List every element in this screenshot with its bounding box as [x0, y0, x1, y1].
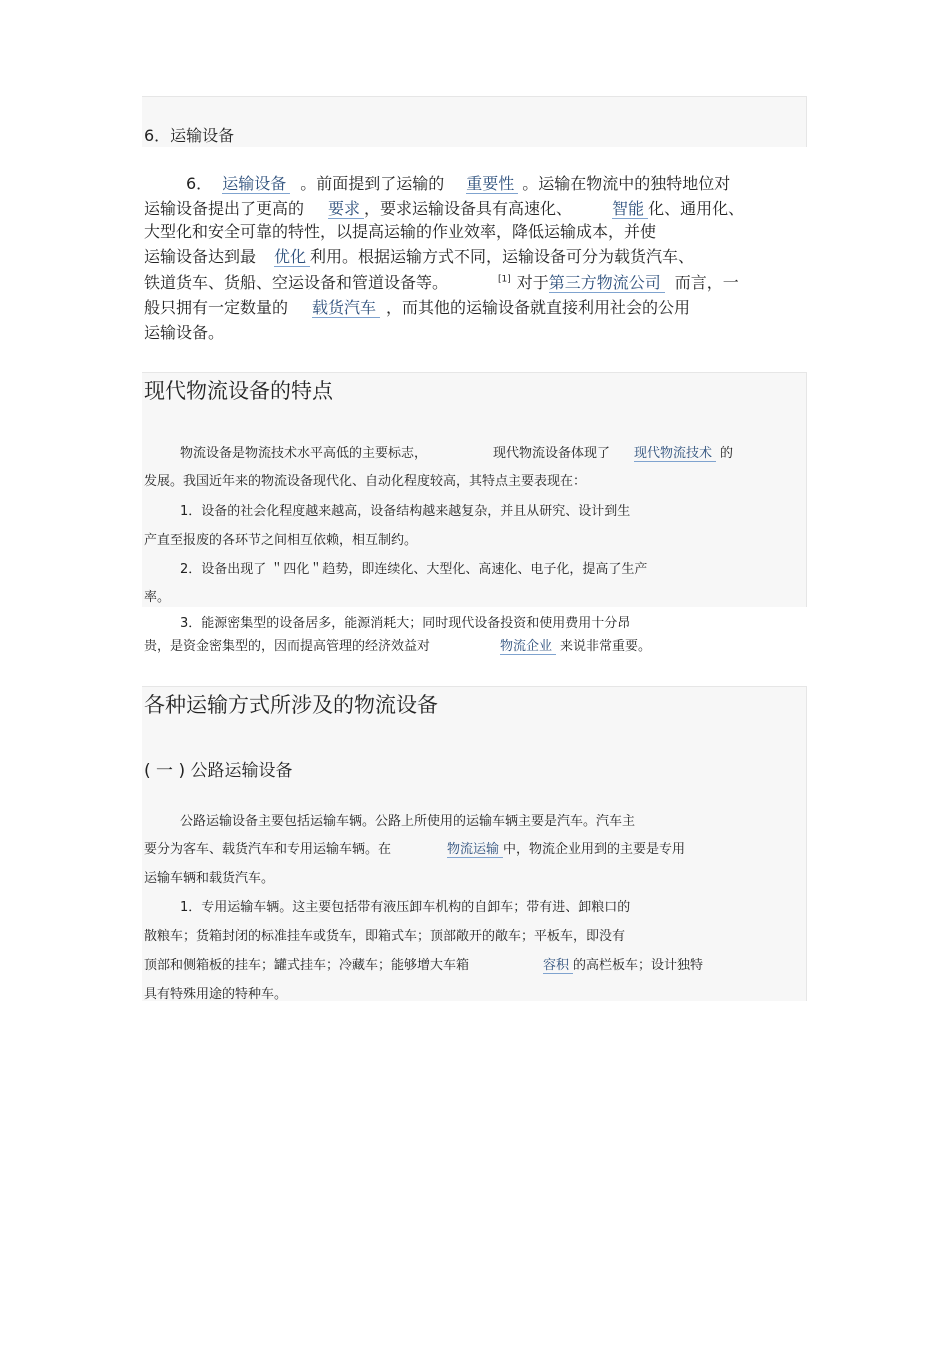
subsection-heading: ( 一 ) 公路运输设备	[144, 761, 293, 781]
text: 顶部和侧箱板的挂车；罐式挂车；冷藏车；能够增大车箱	[144, 958, 470, 973]
text: 。运输在物流中的独特地位对	[522, 174, 731, 193]
paragraph-line: 2．设备出现了 ＂四化＂趋势，即连续化、大型化、高速化、电子化，提高了生产	[180, 562, 648, 577]
text: ，要求运输设备具有高速化、	[364, 199, 573, 218]
link-volume[interactable]: 容积	[543, 958, 573, 974]
link-logistics-enterprise[interactable]: 物流企业	[500, 639, 556, 655]
text: 化、通用化、	[648, 199, 745, 218]
text: 现代物流设备体现了	[493, 446, 611, 461]
paragraph-line: 公路运输设备主要包括运输车辆。公路上所使用的运输车辆主要是汽车。汽车主	[180, 814, 636, 829]
paragraph-line	[144, 244, 694, 267]
text: 运输设备提出了更高的	[144, 199, 305, 218]
paragraph-line	[144, 838, 685, 857]
link-importance[interactable]: 重要性	[466, 174, 518, 194]
paragraph-line	[144, 270, 739, 293]
text: 物流设备是物流技术水平高低的主要标志，	[180, 446, 428, 461]
text: 的	[720, 446, 734, 461]
text: 。前面提到了运输的	[300, 174, 445, 193]
paragraph-line	[180, 442, 733, 461]
section-2-heading: 现代物流设备的特点	[144, 379, 333, 403]
paragraph-line: 具有特殊用途的特种车。	[144, 987, 288, 1002]
text: 运输设备达到最	[144, 247, 257, 266]
footnote-ref[interactable]: [1]	[498, 274, 511, 285]
section-1-heading-bg	[142, 96, 807, 147]
text: 贵，是资金密集型的，因而提高管理的经济效益对	[144, 639, 431, 654]
paragraph-line: 3．能源密集型的设备居多，能源消耗大；同时现代设备投资和使用费用十分昂	[180, 616, 631, 631]
text: 般只拥有一定数量的	[144, 298, 289, 317]
paragraph-line	[144, 635, 651, 654]
paragraph-line	[144, 295, 690, 318]
link-optimization[interactable]: 优化	[274, 247, 310, 267]
section-1-heading: 6．运输设备	[144, 126, 235, 145]
text: 的高栏板车；设计独特	[573, 958, 704, 973]
link-modern-logistics-tech[interactable]: 现代物流技术	[634, 446, 716, 462]
paragraph-line: 运输车辆和载货汽车。	[144, 871, 275, 886]
paragraph-line: 1．设备的社会化程度越来越高，设备结构越来越复杂，并且从研究、设计到生	[180, 504, 631, 519]
text: ，而其他的运输设备就直接利用社会的公用	[386, 298, 691, 317]
text: 铁道货车、货船、空运设备和管道设备等。	[144, 273, 449, 292]
text: 而言，一	[674, 273, 739, 292]
paragraph-line: 散粮车；货箱封闭的标准挂车或货车，即箱式车；顶部敞开的敞车；平板车，即没有	[144, 929, 626, 944]
text: 来说非常重要。	[560, 639, 652, 654]
link-cargo-trucks[interactable]: 载货汽车	[312, 298, 380, 318]
text: 中，物流企业用到的主要是专用	[503, 842, 686, 857]
paragraph-line: 大型化和安全可靠的特性，以提高运输的作业效率，降低运输成本，并使	[144, 222, 657, 241]
section-3-heading: 各种运输方式所涉及的物流设备	[144, 693, 438, 717]
text: 6．	[186, 174, 213, 193]
paragraph-line: 发展。我国近年来的物流设备现代化、自动化程度较高，其特点主要表现在：	[144, 474, 587, 489]
link-intelligent[interactable]: 智能	[612, 199, 648, 219]
paragraph-line: 1．专用运输车辆。这主要包括带有液压卸车机构的自卸车；带有进、卸粮口的	[180, 900, 631, 915]
link-requirements[interactable]: 要求	[328, 199, 364, 219]
paragraph-line: 率。	[144, 590, 171, 605]
link-transport-equipment[interactable]: 运输设备	[222, 174, 290, 194]
link-logistics-transport[interactable]: 物流运输	[447, 842, 503, 858]
paragraph-line	[186, 171, 730, 194]
paragraph-line: 运输设备。	[144, 323, 225, 342]
paragraph-line: 产直至报废的各环节之间相互依赖，相互制约。	[144, 533, 418, 548]
text: 利用。根据运输方式不同，运输设备可分为载货汽车、	[310, 247, 695, 266]
paragraph-line	[144, 196, 744, 219]
paragraph-line	[144, 954, 703, 973]
link-third-party-logistics[interactable]: 第三方物流公司	[549, 273, 665, 293]
text: 对于	[516, 273, 549, 292]
text: 要分为客车、载货汽车和专用运输车辆。在	[144, 842, 392, 857]
